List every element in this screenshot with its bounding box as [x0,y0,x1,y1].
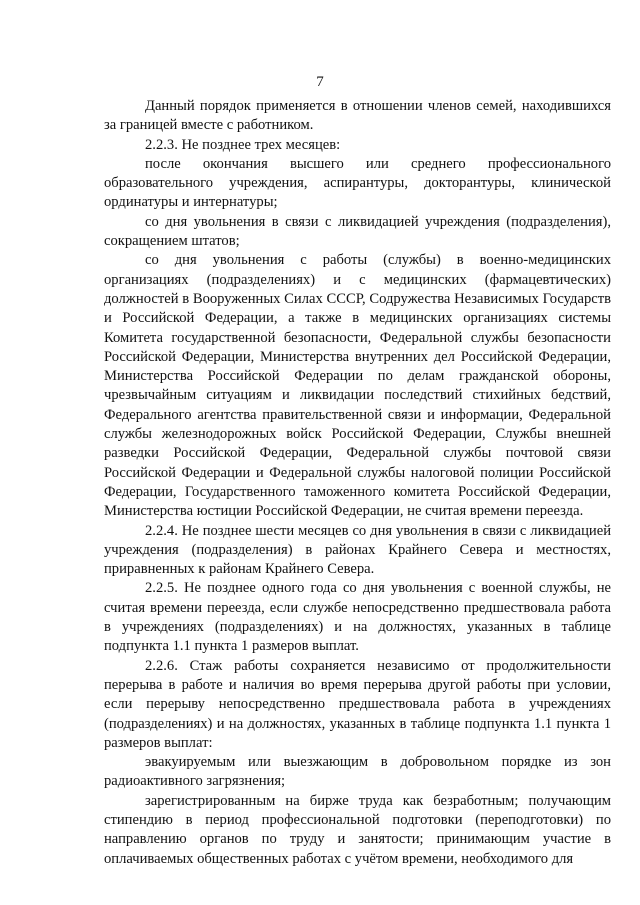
paragraph-2-2-6: 2.2.6. Стаж работы сохраняется независимо от продолжительности перерыва в работе и наличия во время перерыва другой работы при условии, если перерыву непосредственно предшествовала работа в учреждениях (подразделениях) и на должностях, указанных в таблице подпункта 1.1 пункта 1 размеров выплат: [104,657,611,751]
paragraph-2-2-5: 2.2.5. Не позднее одного года со дня увольнения с военной службы, не считая времени переезда, если службе непосредственно предшествовала работа в учреждениях (подразделениях) и на должностях, указанных в таблице подпункта 1.1 пункта 1 размеров выплат. [104,580,611,655]
paragraph-family-members: Данный порядок применяется в отношении членов семей, находившихся за границей вместе с работником. [104,98,611,134]
paragraph-after-graduation: после окончания высшего или среднего профессионального образовательного учреждения, аспирантуры, докторантуры, клинической ординатуры и интернатуры; [104,155,611,211]
paragraph-evacuated: эвакуируемым или выезжающим в добровольном порядке из зон радиоактивного загрязнения; [104,754,611,790]
page-number: 7 [316,74,324,90]
paragraph-unemployed: зарегистрированным на бирже труда как безработным; получающим стипендию в период профессиональной подготовки (переподготовки) по направлению органов по труду и занятости; принимающим участие в оплачиваемых общественных работах с учётом времени, необходимого для [104,792,611,867]
paragraph-military-medical: со дня увольнения с работы (службы) в военно-медицинских организациях (подразделениях) и с медицинских (фармацевтических) должностей в Вооруженных Силах СССР, Содружества Независимых Государств и Российской Федерации, а также в медицинских организациях системы Комитета государственной безопасности, Федеральной службы безопасности Российской Федерации, Министерства внутренних дел Российской Федерации, Министерства Российской Федерации по делам гражданской обороны, чрезвычайным ситуациям и ликвидации последствий стихийных бедствий, Федерального агентства правительственной связи и информации, Федеральной службы железнодорожных войск Российской Федерации, Службы внешней разведки Российской Федерации, Федеральной службы почтовой связи Российской Федерации и Федеральной службы налоговой полиции Российской Федерации, Государственного таможенного комитета Российской Федерации, Министерства юстиции Российской Федерации, не считая времени переезда. [104,252,611,520]
document-body [104,97,611,869]
paragraph-2-2-4: 2.2.4. Не позднее шести месяцев со дня увольнения в связи с ликвидацией учреждения (подразделения) в районах Крайнего Севера и местностях, приравненных к районам Крайнего Севера. [104,522,611,578]
paragraph-liquidation: со дня увольнения в связи с ликвидацией учреждения (подразделения), сокращением штатов; [104,213,611,250]
paragraph-2-2-3-heading: 2.2.3. Не позднее трех месяцев: [145,136,341,153]
